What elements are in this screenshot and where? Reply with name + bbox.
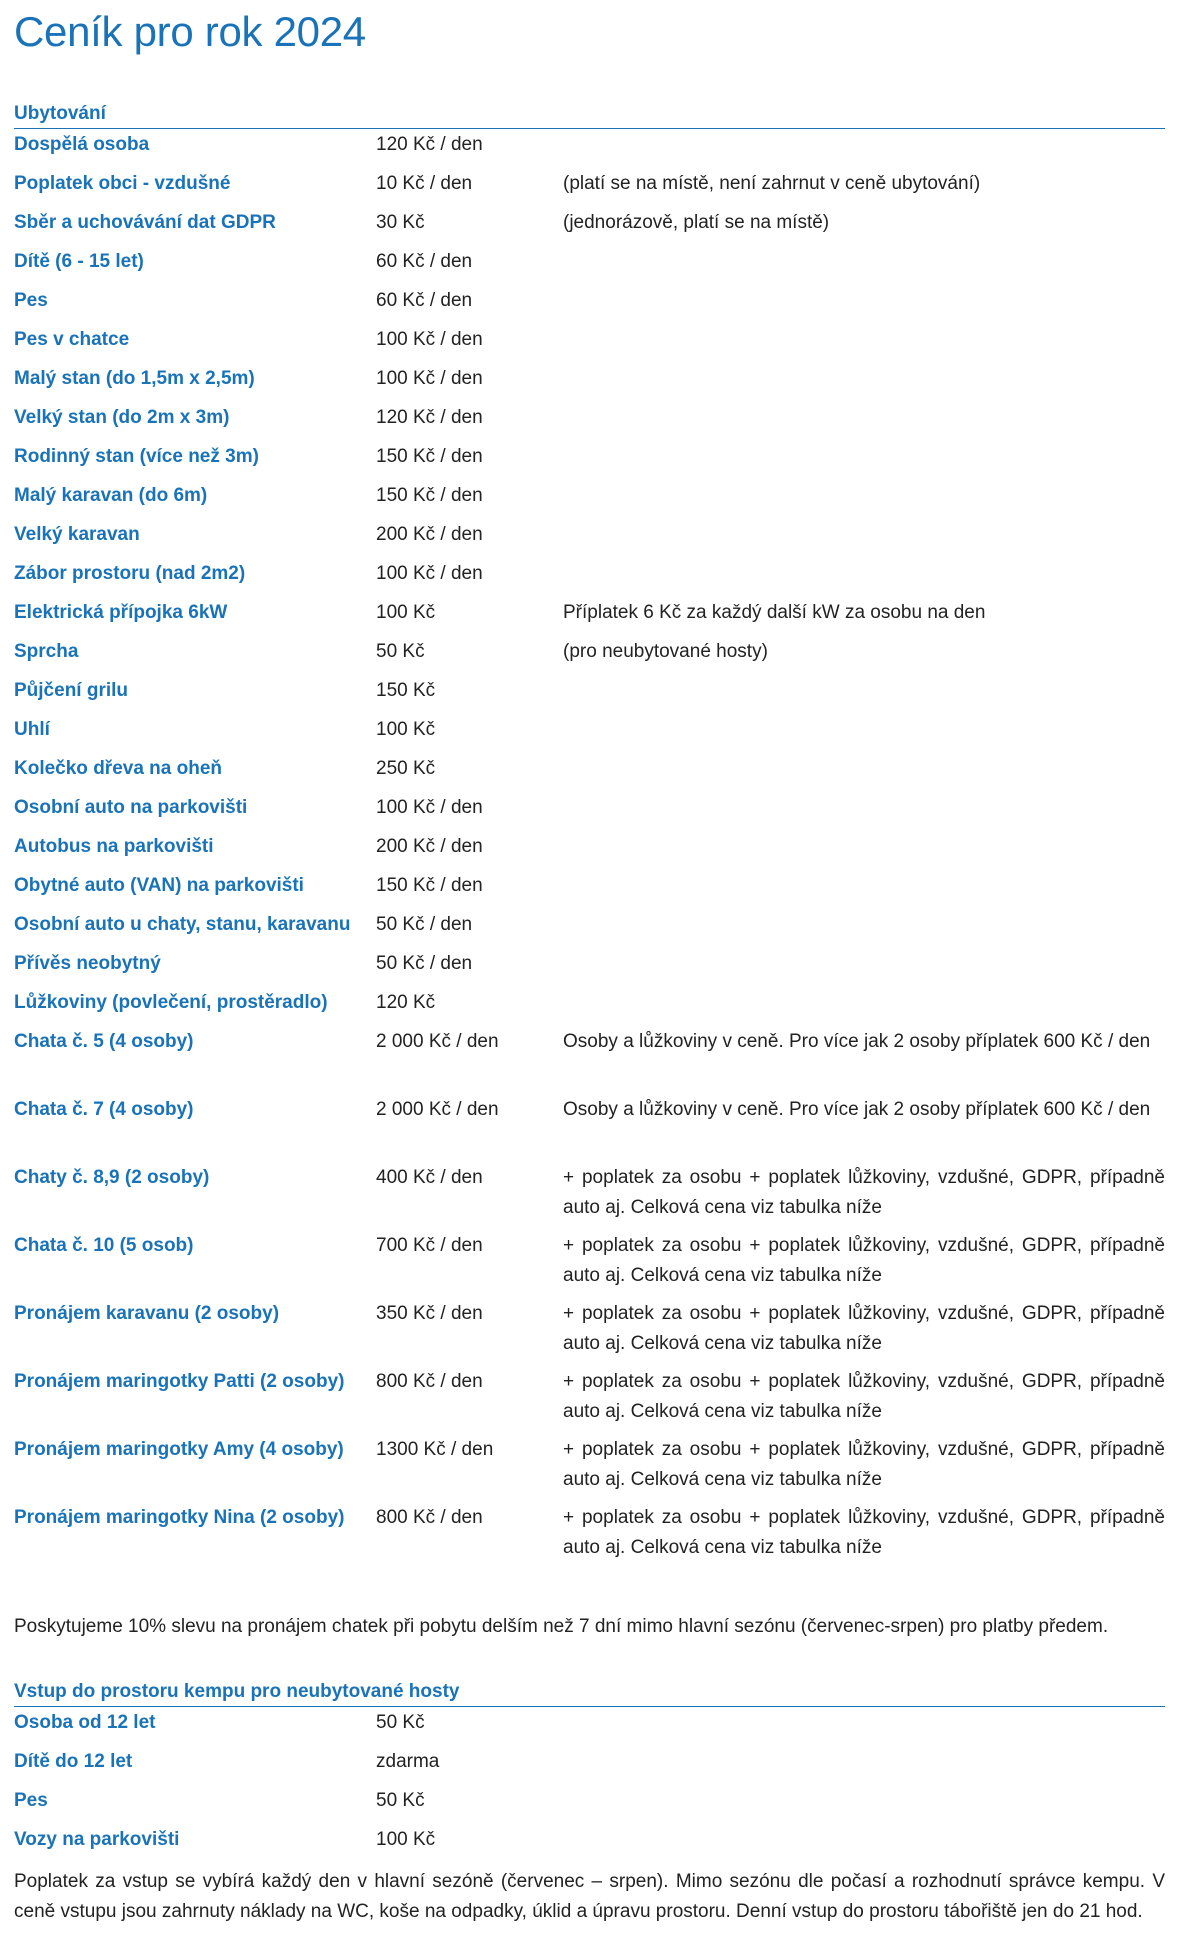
- table-row: [14, 441, 1165, 480]
- item-name: Sprcha: [14, 641, 79, 662]
- item-note: [563, 1785, 1165, 1824]
- table-row: [14, 1162, 1165, 1230]
- item-name: Pronájem maringotky Patti (2 osoby): [14, 1371, 345, 1392]
- item-note: (platí se na místě, není zahrnut v ceně ubytování): [563, 173, 981, 194]
- table-row: [14, 363, 1165, 402]
- item-price: 50 Kč: [376, 641, 425, 662]
- item-note: Příplatek 6 Kč za každý další kW za osobu na den: [563, 602, 986, 623]
- item-name: Půjčení grilu: [14, 680, 129, 701]
- item-price: 200 Kč / den: [376, 524, 483, 545]
- table-row: [14, 1707, 1165, 1746]
- item-note: + poplatek za osobu + poplatek lůžkoviny, vzdušné, GDPR, případně auto aj. Celková cena viz tabulka níže: [563, 1371, 1165, 1422]
- item-price: zdarma: [376, 1751, 440, 1772]
- item-price: 120 Kč: [376, 992, 436, 1013]
- item-note: [563, 1824, 1165, 1863]
- item-name: Pes: [14, 290, 48, 311]
- item-name: Autobus na parkovišti: [14, 836, 214, 857]
- item-note: [563, 870, 1165, 909]
- item-note: [563, 909, 1165, 948]
- item-price: 50 Kč: [376, 1712, 425, 1733]
- item-price: 150 Kč / den: [376, 446, 483, 467]
- item-name: Malý karavan (do 6m): [14, 485, 208, 506]
- item-note: [563, 987, 1165, 1026]
- item-name: Osobní auto na parkovišti: [14, 797, 248, 818]
- table-row: [14, 870, 1165, 909]
- item-price: 50 Kč / den: [376, 914, 473, 935]
- section-heading-accommodation: Ubytování: [14, 100, 1165, 129]
- item-name: Velký karavan: [14, 524, 140, 545]
- discount-note: Poskytujeme 10% slevu na pronájem chatek při pobytu delším než 7 dní mimo hlavní sezónu (červenec-srpen) pro platby předem.: [14, 1616, 1109, 1637]
- table-row: [14, 1094, 1165, 1162]
- item-price: 100 Kč / den: [376, 329, 483, 350]
- item-name: Dítě do 12 let: [14, 1751, 133, 1772]
- table-row: [14, 1785, 1165, 1824]
- accommodation-table-body: [14, 129, 1165, 1570]
- item-price: 400 Kč / den: [376, 1167, 483, 1188]
- item-name: Dítě (6 - 15 let): [14, 251, 144, 272]
- item-price: 100 Kč: [376, 602, 436, 623]
- table-row: [14, 675, 1165, 714]
- item-name: Pronájem karavanu (2 osoby): [14, 1303, 280, 1324]
- table-row: [14, 285, 1165, 324]
- item-note: (jednorázově, platí se na místě): [563, 212, 830, 233]
- table-row: [14, 207, 1165, 246]
- item-name: Osobní auto u chaty, stanu, karavanu: [14, 914, 351, 935]
- item-price: 250 Kč: [376, 758, 436, 779]
- table-row: [14, 636, 1165, 675]
- item-price: 100 Kč / den: [376, 797, 483, 818]
- item-note: [563, 714, 1165, 753]
- item-price: 150 Kč / den: [376, 875, 483, 896]
- item-note: [563, 831, 1165, 870]
- item-note: + poplatek za osobu + poplatek lůžkoviny, vzdušné, GDPR, případně auto aj. Celková cena viz tabulka níže: [563, 1507, 1165, 1558]
- item-price: 150 Kč: [376, 680, 436, 701]
- item-name: Přívěs neobytný: [14, 953, 161, 974]
- item-price: 60 Kč / den: [376, 251, 473, 272]
- item-name: Malý stan (do 1,5m x 2,5m): [14, 368, 255, 389]
- item-price: 350 Kč / den: [376, 1303, 483, 1324]
- table-row: [14, 792, 1165, 831]
- item-price: 800 Kč / den: [376, 1371, 483, 1392]
- table-row: [14, 909, 1165, 948]
- item-name: Obytné auto (VAN) na parkovišti: [14, 875, 304, 896]
- item-name: Dospělá osoba: [14, 134, 150, 155]
- item-price: 50 Kč: [376, 1790, 425, 1811]
- item-price: 150 Kč / den: [376, 485, 483, 506]
- item-price: 30 Kč: [376, 212, 425, 233]
- table-row: [14, 519, 1165, 558]
- table-row: [14, 987, 1165, 1026]
- table-row: [14, 597, 1165, 636]
- item-price: 50 Kč / den: [376, 953, 473, 974]
- item-name: Sběr a uchovávání dat GDPR: [14, 212, 276, 233]
- item-note: [563, 1707, 1165, 1746]
- item-price: 120 Kč / den: [376, 407, 483, 428]
- item-price: 700 Kč / den: [376, 1235, 483, 1256]
- item-name: Velký stan (do 2m x 3m): [14, 407, 230, 428]
- item-price: 100 Kč / den: [376, 563, 483, 584]
- entry-table-body: [14, 1707, 1165, 1863]
- item-note: + poplatek za osobu + poplatek lůžkoviny, vzdušné, GDPR, případně auto aj. Celková cena viz tabulka níže: [563, 1439, 1165, 1490]
- item-note: [563, 675, 1165, 714]
- item-name: Elektrická přípojka 6kW: [14, 602, 228, 623]
- table-row: [14, 402, 1165, 441]
- item-note: [563, 948, 1165, 987]
- item-name: Pes: [14, 1790, 48, 1811]
- item-name: Pronájem maringotky Nina (2 osoby): [14, 1507, 345, 1528]
- table-row: [14, 753, 1165, 792]
- item-price: 10 Kč / den: [376, 173, 473, 194]
- item-price: 800 Kč / den: [376, 1507, 483, 1528]
- table-row: [14, 1366, 1165, 1434]
- table-row: [14, 831, 1165, 870]
- item-name: Zábor prostoru (nad 2m2): [14, 563, 246, 584]
- item-price: 100 Kč: [376, 719, 436, 740]
- table-row: [14, 1026, 1165, 1094]
- item-price: 120 Kč / den: [376, 134, 483, 155]
- item-note: [563, 363, 1165, 402]
- item-note: [563, 519, 1165, 558]
- table-row: [14, 1746, 1165, 1785]
- item-note: [563, 285, 1165, 324]
- table-row: [14, 1230, 1165, 1298]
- item-note: [563, 129, 1165, 168]
- item-name: Chata č. 7 (4 osoby): [14, 1099, 194, 1120]
- page-title: Ceník pro rok 2024: [14, 8, 366, 55]
- item-name: Chata č. 5 (4 osoby): [14, 1031, 194, 1052]
- table-row: [14, 1824, 1165, 1863]
- entry-price-table: [14, 1707, 1165, 1863]
- table-row: [14, 948, 1165, 987]
- table-row: [14, 129, 1165, 168]
- section-heading-entry: Vstup do prostoru kempu pro neubytované hosty: [14, 1678, 1165, 1707]
- item-name: Osoba od 12 let: [14, 1712, 156, 1733]
- item-name: Kolečko dřeva na oheň: [14, 758, 223, 779]
- table-row: [14, 558, 1165, 597]
- table-row: [14, 1502, 1165, 1570]
- table-row: [14, 324, 1165, 363]
- table-row: [14, 246, 1165, 285]
- table-row: [14, 168, 1165, 207]
- item-price: 2 000 Kč / den: [376, 1031, 499, 1052]
- item-price: 200 Kč / den: [376, 836, 483, 857]
- item-name: Pes v chatce: [14, 329, 130, 350]
- table-row: [14, 1434, 1165, 1502]
- item-name: Rodinný stan (více než 3m): [14, 446, 259, 467]
- item-note: + poplatek za osobu + poplatek lůžkoviny, vzdušné, GDPR, případně auto aj. Celková cena viz tabulka níže: [563, 1167, 1165, 1218]
- entry-fee-note: Poplatek za vstup se vybírá každý den v hlavní sezóně (červenec – srpen). Mimo sezónu dle počasí a rozhodnutí správce kempu. V ceně vstupu jsou zahrnuty náklady na WC, koše na odpadky, úklid a úpravu prostoru. Denní vstup do prostoru tábořiště jen do 21 hod.: [14, 1871, 1165, 1922]
- item-price: 60 Kč / den: [376, 290, 473, 311]
- table-row: [14, 480, 1165, 519]
- table-row: [14, 1298, 1165, 1366]
- item-name: Pronájem maringotky Amy (4 osoby): [14, 1439, 344, 1460]
- item-note: [563, 1746, 1165, 1785]
- item-name: Vozy na parkovišti: [14, 1829, 180, 1850]
- item-price: 100 Kč: [376, 1829, 436, 1850]
- item-note: [563, 558, 1165, 597]
- item-price: 2 000 Kč / den: [376, 1099, 499, 1120]
- item-note: + poplatek za osobu + poplatek lůžkoviny, vzdušné, GDPR, případně auto aj. Celková cena viz tabulka níže: [563, 1235, 1165, 1286]
- item-note: + poplatek za osobu + poplatek lůžkoviny, vzdušné, GDPR, případně auto aj. Celková cena viz tabulka níže: [563, 1303, 1165, 1354]
- item-note: [563, 324, 1165, 363]
- item-note: [563, 753, 1165, 792]
- item-note: [563, 480, 1165, 519]
- item-name: Chata č. 10 (5 osob): [14, 1235, 194, 1256]
- item-note: Osoby a lůžkoviny v ceně. Pro více jak 2 osoby příplatek 600 Kč / den: [563, 1099, 1151, 1120]
- accommodation-price-table: [14, 129, 1165, 1570]
- item-note: [563, 441, 1165, 480]
- item-price: 1300 Kč / den: [376, 1439, 494, 1460]
- item-note: [563, 402, 1165, 441]
- item-note: Osoby a lůžkoviny v ceně. Pro více jak 2 osoby příplatek 600 Kč / den: [563, 1031, 1151, 1052]
- table-row: [14, 714, 1165, 753]
- item-price: 100 Kč / den: [376, 368, 483, 389]
- item-name: Uhlí: [14, 719, 50, 740]
- item-note: (pro neubytované hosty): [563, 641, 768, 662]
- item-note: [563, 246, 1165, 285]
- item-name: Chaty č. 8,9 (2 osoby): [14, 1167, 210, 1188]
- item-name: Lůžkoviny (povlečení, prostěradlo): [14, 992, 328, 1013]
- item-note: [563, 792, 1165, 831]
- item-name: Poplatek obci - vzdušné: [14, 173, 231, 194]
